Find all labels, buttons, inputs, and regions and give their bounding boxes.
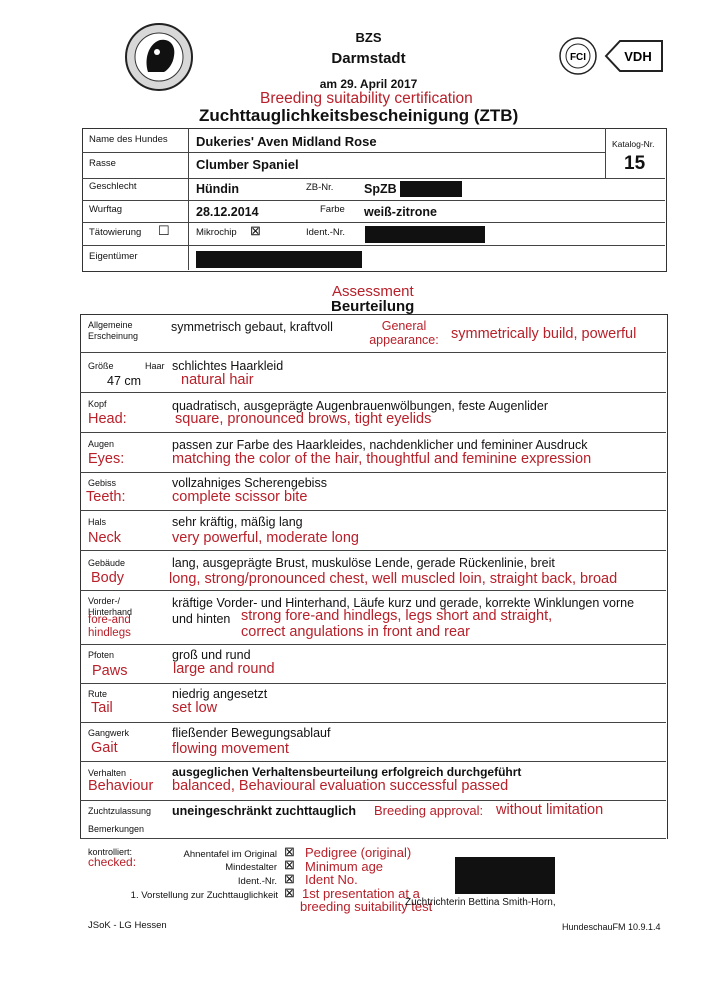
- zb-label: ZB-Nr.: [306, 182, 334, 193]
- check-ident-label: Ident.-Nr.: [237, 876, 277, 887]
- row-label-size: Größe: [88, 361, 114, 371]
- breed-value: Clumber Spaniel: [196, 157, 299, 172]
- check-ident-box: ⊠: [284, 871, 295, 886]
- row-label-tr-gait: Gait: [91, 740, 118, 756]
- dog-name: Dukeries' Aven Midland Rose: [196, 134, 377, 149]
- judge-name: Zuchtrichterin Bettina Smith-Horn,: [405, 897, 556, 908]
- row-label-tr-teeth: Teeth:: [86, 489, 126, 505]
- color-label: Farbe: [320, 204, 345, 215]
- row-tr-approval: without limitation: [496, 802, 604, 818]
- row-label-legs: Vorder-/ Hinterhand: [88, 596, 133, 617]
- tattoo-label: Tätowierung: [89, 227, 142, 238]
- row-text-hair: schlichtes Haarkleid: [172, 359, 284, 373]
- row-label-neck: Hals: [88, 517, 107, 527]
- sex-label: Geschlecht: [89, 181, 137, 192]
- row-label-tr-eyes: Eyes:: [88, 451, 125, 467]
- catalog-label: Katalog-Nr.: [612, 139, 655, 149]
- check-first-presentation-tr2: breeding suitability test: [300, 899, 433, 914]
- whelp-date: 28.12.2014: [196, 205, 259, 219]
- row-label-teeth: Gebiss: [88, 478, 117, 488]
- row-label-tr-neck: Neck: [88, 530, 122, 546]
- check-first-presentation-label: 1. Vorstellung zur Zuchttauglichkeit: [130, 890, 278, 901]
- row-label-tail: Rute: [88, 689, 108, 699]
- breed-label: Rasse: [89, 158, 116, 169]
- checked-label-tr: checked:: [88, 855, 137, 869]
- row-text-neck: sehr kräftig, mäßig lang: [172, 515, 303, 529]
- svg-text:VDH: VDH: [624, 49, 652, 64]
- redaction-owner: [196, 251, 362, 268]
- row-tr-behaviour: balanced, Behavioural evaluation successful passed: [172, 778, 509, 794]
- page-title: Zuchttauglichkeitsbescheinigung (ZTB): [199, 106, 519, 125]
- check-ident-tr: Ident No.: [305, 872, 358, 887]
- name-label: Name des Hundes: [89, 134, 168, 145]
- check-minage-box: ⊠: [284, 857, 295, 872]
- event-date: am 29. April 2017: [319, 77, 418, 91]
- row-label-tr-tail: Tail: [91, 700, 113, 716]
- row-text-tail: niedrig angesetzt: [172, 687, 268, 701]
- sex-value: Hündin: [196, 182, 240, 196]
- row-label-head: Kopf: [88, 399, 107, 409]
- row-label-tr-general: General appearance:: [369, 319, 439, 347]
- row-tr-teeth: complete scissor bite: [172, 489, 308, 505]
- chip-checkbox: ⊠: [250, 223, 261, 238]
- ident-label: Ident.-Nr.: [306, 227, 346, 238]
- zb-prefix: SpZB: [364, 182, 397, 196]
- row-label-tr-body: Body: [91, 570, 125, 586]
- row-text-head: quadratisch, ausgeprägte Augenbrauenwölbungen, feste Augenlider: [172, 399, 548, 413]
- catalog-number: 15: [624, 153, 646, 174]
- redaction-ident: [365, 226, 485, 243]
- row-text-gait: fließender Bewegungsablauf: [172, 726, 331, 740]
- check-minage-tr: Minimum age: [305, 859, 384, 874]
- checked-label: kontrolliert:: [88, 847, 133, 857]
- color-value: weiß-zitrone: [364, 205, 437, 219]
- redaction-zb: [400, 181, 462, 197]
- size-value: 47 cm: [107, 374, 142, 388]
- row-tr-head: square, pronounced brows, tight eyelids: [175, 411, 432, 427]
- remarks-label: Bemerkungen: [88, 824, 145, 834]
- row-text-general: symmetrisch gebaut, kraftvoll: [171, 320, 333, 334]
- check-pedigree-tr: Pedigree (original): [305, 845, 412, 860]
- row-text-behaviour: ausgeglichen Verhaltensbeurteilung erfolgreich durchgeführt: [172, 765, 522, 779]
- row-tr-gait: flowing movement: [172, 741, 289, 757]
- row-label-body: Gebäude: [88, 558, 126, 568]
- row-label-tr-approval: Breeding approval:: [374, 803, 484, 818]
- row-tr-neck: very powerful, moderate long: [172, 530, 359, 546]
- row-tr-eyes: matching the color of the hair, thoughtful and feminine expression: [172, 451, 592, 467]
- org-name: BZS: [355, 30, 382, 45]
- row-text-approval: uneingeschränkt zuchttauglich: [172, 804, 357, 818]
- assessment-translation: Assessment: [332, 283, 414, 300]
- row-label-tr-legs: fore-and hindlegs: [88, 614, 131, 639]
- check-minage-label: Mindestalter: [225, 862, 277, 873]
- tattoo-checkbox: ☐: [158, 223, 170, 238]
- redaction-signature: [455, 857, 555, 894]
- row-tr-general: symmetrically build, powerful: [451, 326, 637, 342]
- svg-text:FCI: FCI: [569, 52, 587, 63]
- row-tr-paws: large and round: [173, 661, 275, 677]
- whelp-label: Wurftag: [89, 204, 123, 215]
- title-translation: Breeding suitability certification: [260, 90, 473, 107]
- check-first-presentation-tr: 1st presentation at a: [302, 886, 420, 901]
- row-label-paws: Pfoten: [88, 650, 115, 660]
- city: Darmstadt: [331, 50, 406, 67]
- footer-left: JSoK - LG Hessen: [88, 920, 167, 931]
- row-tr-legs: strong fore-and hindlegs, legs short and straight,: [241, 608, 553, 624]
- check-pedigree-box: ⊠: [284, 844, 295, 859]
- row-label-hair: Haar: [145, 361, 165, 371]
- row-label-tr-behaviour: Behaviour: [88, 778, 154, 794]
- row-label-behaviour: Verhalten: [88, 768, 127, 778]
- row-tr-tail: set low: [172, 700, 218, 716]
- chip-label: Mikrochip: [196, 227, 237, 238]
- row-label-tr-paws: Paws: [92, 663, 128, 679]
- assessment-title: Beurteilung: [331, 298, 415, 315]
- row-tr-body: long, strong/pronounced chest, well muscled loin, straight back, broad: [169, 571, 618, 587]
- row-text-teeth: vollzahniges Scherengebiss: [172, 476, 327, 490]
- row-label-eyes: Augen: [88, 439, 115, 449]
- owner-label: Eigentümer: [89, 251, 138, 262]
- row-text-legs: kräftige Vorder- und Hinterhand, Läufe kurz und gerade, korrekte Winklungen vorne: [172, 596, 635, 610]
- row-label-approval: Zuchtzulassung: [88, 806, 152, 816]
- row-tr-hair: natural hair: [181, 372, 254, 388]
- row-text2-legs: und hinten: [172, 612, 231, 626]
- check-first-presentation-box: ⊠: [284, 885, 295, 900]
- footer-right: HundeschauFM 10.9.1.4: [562, 922, 661, 932]
- row-text-eyes: passen zur Farbe des Haarkleides, nachdenklicher und femininer Ausdruck: [172, 438, 588, 452]
- row-label-general: Allgemeine Erscheinung: [88, 320, 139, 341]
- row-label-gait: Gangwerk: [88, 728, 130, 738]
- check-pedigree-label: Ahnentafel im Original: [183, 849, 277, 860]
- row-text-paws: groß und rund: [172, 648, 251, 662]
- row-tr2-legs: correct angulations in front and rear: [241, 624, 470, 640]
- row-text-body: lang, ausgeprägte Brust, muskulöse Lende, gerade Rückenlinie, breit: [172, 556, 555, 570]
- row-label-tr-head: Head:: [88, 411, 127, 427]
